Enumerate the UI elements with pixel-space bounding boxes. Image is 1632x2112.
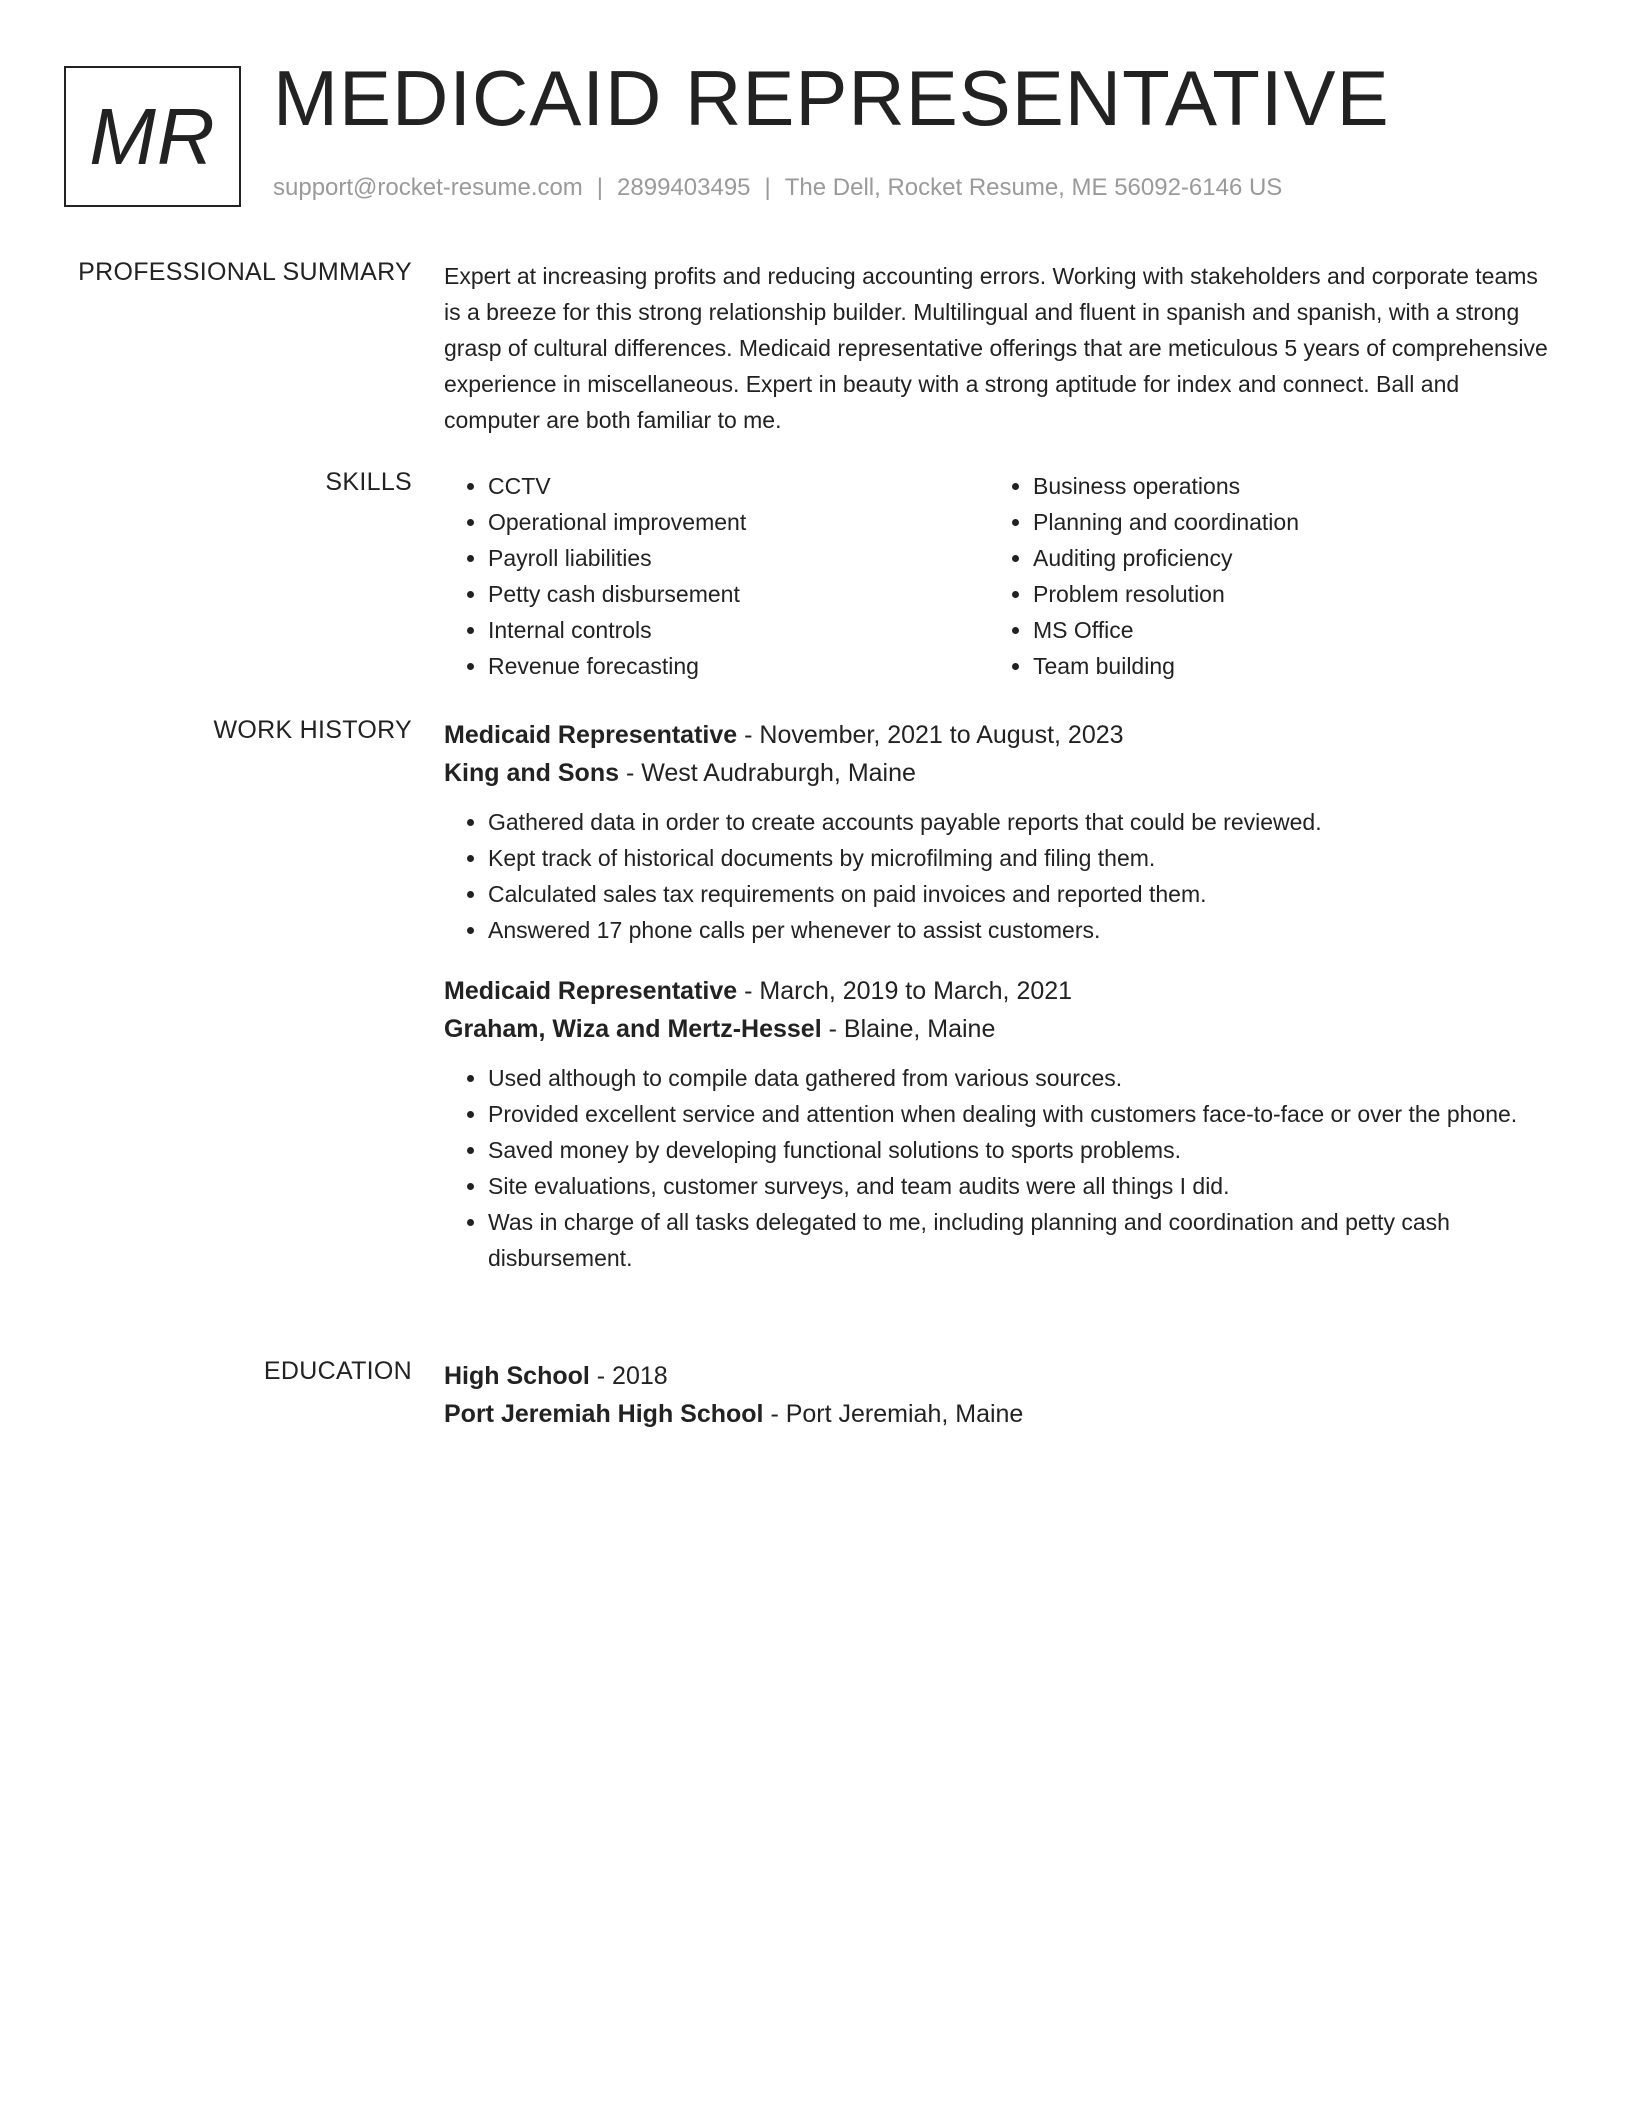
job-company: King and Sons	[444, 759, 619, 787]
job-title: Medicaid Representative	[444, 977, 738, 1005]
job-bullet: • Answered 17 phone calls per whenever to assist customers.	[488, 912, 1554, 948]
section-label-education: EDUCATION	[263, 1357, 412, 1385]
skill-item: • Team building	[1033, 648, 1534, 684]
job-bullet-list	[444, 1060, 1554, 1276]
skills-body	[444, 468, 1554, 684]
job-title-line	[444, 716, 1554, 754]
contact-line	[273, 174, 1282, 202]
job-bullet: • Site evaluations, customer surveys, and team audits were all things I did.	[488, 1168, 1554, 1204]
summary-text: Expert at increasing profits and reducing accounting errors. Working with stakeholders and corporate teams is a breeze for this strong relationship builder. Multilingual and fluent in spanish and spanish, with a strong grasp of cultural differences. Medicaid representative offerings that are meticulous 5 years of comprehensive experience in miscellaneous. Expert in beauty with a strong aptitude for index and connect. Ball and computer are both familiar to me.	[444, 263, 1548, 433]
skill-item: • CCTV	[488, 468, 989, 504]
skill-item: • Planning and coordination	[1033, 504, 1534, 540]
job-location: - West Audraburgh, Maine	[619, 759, 916, 787]
work-body	[444, 716, 1554, 1276]
education-degree: High School	[444, 1362, 590, 1390]
education-degree-line	[444, 1357, 1554, 1395]
job-bullet-list	[444, 804, 1554, 948]
job-location: - Blaine, Maine	[821, 1015, 996, 1043]
job-entry	[444, 716, 1554, 948]
section-label-summary: PROFESSIONAL SUMMARY	[78, 258, 412, 286]
education-school: Port Jeremiah High School	[444, 1400, 764, 1428]
job-bullet: • Gathered data in order to create accounts payable reports that could be reviewed.	[488, 804, 1554, 840]
skills-columns	[444, 468, 1554, 684]
skill-item: • MS Office	[1033, 612, 1534, 648]
monogram-initials: MR	[89, 91, 216, 181]
page-title: MEDICAID REPRESENTATIVE	[273, 54, 1390, 142]
monogram-box	[64, 66, 241, 207]
contact-phone: 2899403495	[617, 174, 751, 201]
job-bullet: • Kept track of historical documents by microfilming and filing them.	[488, 840, 1554, 876]
job-company: Graham, Wiza and Mertz-Hessel	[444, 1015, 822, 1043]
contact-email: support@rocket-resume.com	[273, 174, 583, 201]
skills-list-left	[444, 468, 989, 684]
skill-item: • Auditing proficiency	[1033, 540, 1534, 576]
education-school-line	[444, 1395, 1554, 1433]
section-label-work: WORK HISTORY	[213, 716, 412, 744]
job-title-line	[444, 972, 1554, 1010]
job-title: Medicaid Representative	[444, 721, 738, 749]
skill-item: • Revenue forecasting	[488, 648, 989, 684]
job-bullet: • Provided excellent service and attention when dealing with customers face-to-face or over the phone.	[488, 1096, 1554, 1132]
education-year: - 2018	[589, 1362, 668, 1390]
skill-item: • Payroll liabilities	[488, 540, 989, 576]
education-body	[444, 1357, 1554, 1433]
job-company-line	[444, 754, 1554, 792]
skill-item: • Operational improvement	[488, 504, 989, 540]
education-location: - Port Jeremiah, Maine	[763, 1400, 1024, 1428]
job-bullet: • Calculated sales tax requirements on paid invoices and reported them.	[488, 876, 1554, 912]
contact-separator: |	[596, 174, 604, 201]
contact-separator: |	[764, 174, 771, 201]
skill-item: • Petty cash disbursement	[488, 576, 989, 612]
skill-item: • Problem resolution	[1033, 576, 1534, 612]
job-dates: - March, 2019 to March, 2021	[737, 977, 1073, 1005]
skills-list-right	[989, 468, 1534, 684]
section-label-skills: SKILLS	[325, 468, 412, 496]
job-bullet: • Used although to compile data gathered from various sources.	[488, 1060, 1554, 1096]
skill-item: • Internal controls	[488, 612, 989, 648]
job-bullet: • Was in charge of all tasks delegated to me, including planning and coordination and petty cash disbursement.	[488, 1204, 1554, 1276]
skill-item: • Business operations	[1033, 468, 1534, 504]
summary-body	[444, 258, 1554, 438]
job-entry	[444, 972, 1554, 1276]
contact-address: The Dell, Rocket Resume, ME 56092-6146 US	[784, 174, 1283, 201]
job-dates: - November, 2021 to August, 2023	[737, 721, 1124, 749]
job-company-line	[444, 1010, 1554, 1048]
job-bullet: • Saved money by developing functional solutions to sports problems.	[488, 1132, 1554, 1168]
